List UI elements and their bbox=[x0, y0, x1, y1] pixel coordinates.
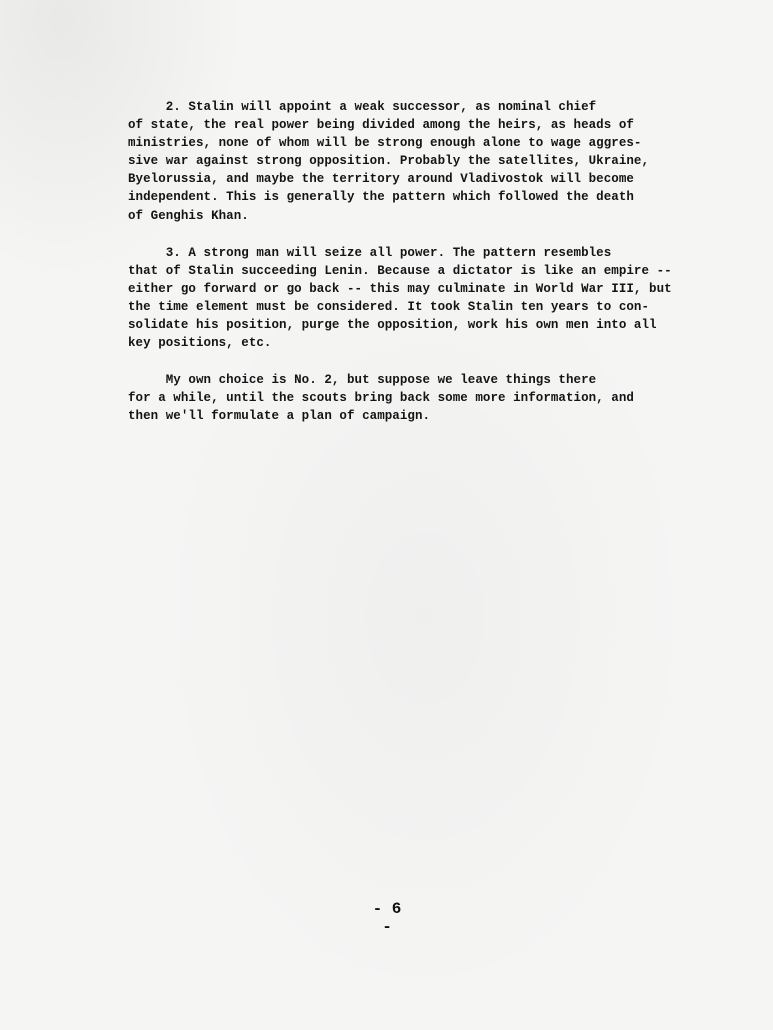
paragraph-line: sive war against strong opposition. Probably the satellites, Ukraine, bbox=[128, 154, 650, 169]
paragraph-line: either go forward or go back -- this may culminate in World War III, but bbox=[128, 281, 672, 296]
paragraph-line: then we'll formulate a plan of campaign. bbox=[128, 409, 431, 424]
paragraph-choice bbox=[128, 371, 718, 425]
paragraph-line: 2. Stalin will appoint a weak successor, as nominal chief bbox=[128, 100, 597, 114]
paragraph-line: ministries, none of whom will be strong enough alone to wage aggres- bbox=[128, 136, 642, 151]
paragraph-line: the time element must be considered. It took Stalin ten years to con- bbox=[128, 299, 650, 314]
paragraph-line: My own choice is No. 2, but suppose we leave things there bbox=[128, 373, 597, 388]
paragraph-3 bbox=[128, 244, 718, 353]
document-body bbox=[128, 98, 718, 445]
paragraph-line: for a while, until the scouts bring back some more information, and bbox=[128, 391, 634, 406]
paragraph-line: independent. This is generally the pattern which followed the death bbox=[128, 190, 634, 205]
paragraph-line: of Genghis Khan. bbox=[128, 208, 249, 223]
paragraph-line: that of Stalin succeeding Lenin. Because a dictator is like an empire -- bbox=[128, 263, 672, 278]
paragraph-line: of state, the real power being divided among the heirs, as heads of bbox=[128, 118, 634, 133]
paragraph-line: Byelorussia, and maybe the territory around Vladivostok will become bbox=[128, 172, 634, 187]
paragraph-2 bbox=[128, 98, 718, 225]
paragraph-line: solidate his position, purge the opposition, work his own men into all bbox=[128, 318, 657, 333]
paragraph-line: key positions, etc. bbox=[128, 336, 272, 351]
paragraph-line: 3. A strong man will seize all power. The pattern resembles bbox=[128, 245, 612, 260]
page-number: - 6 - bbox=[372, 900, 402, 936]
